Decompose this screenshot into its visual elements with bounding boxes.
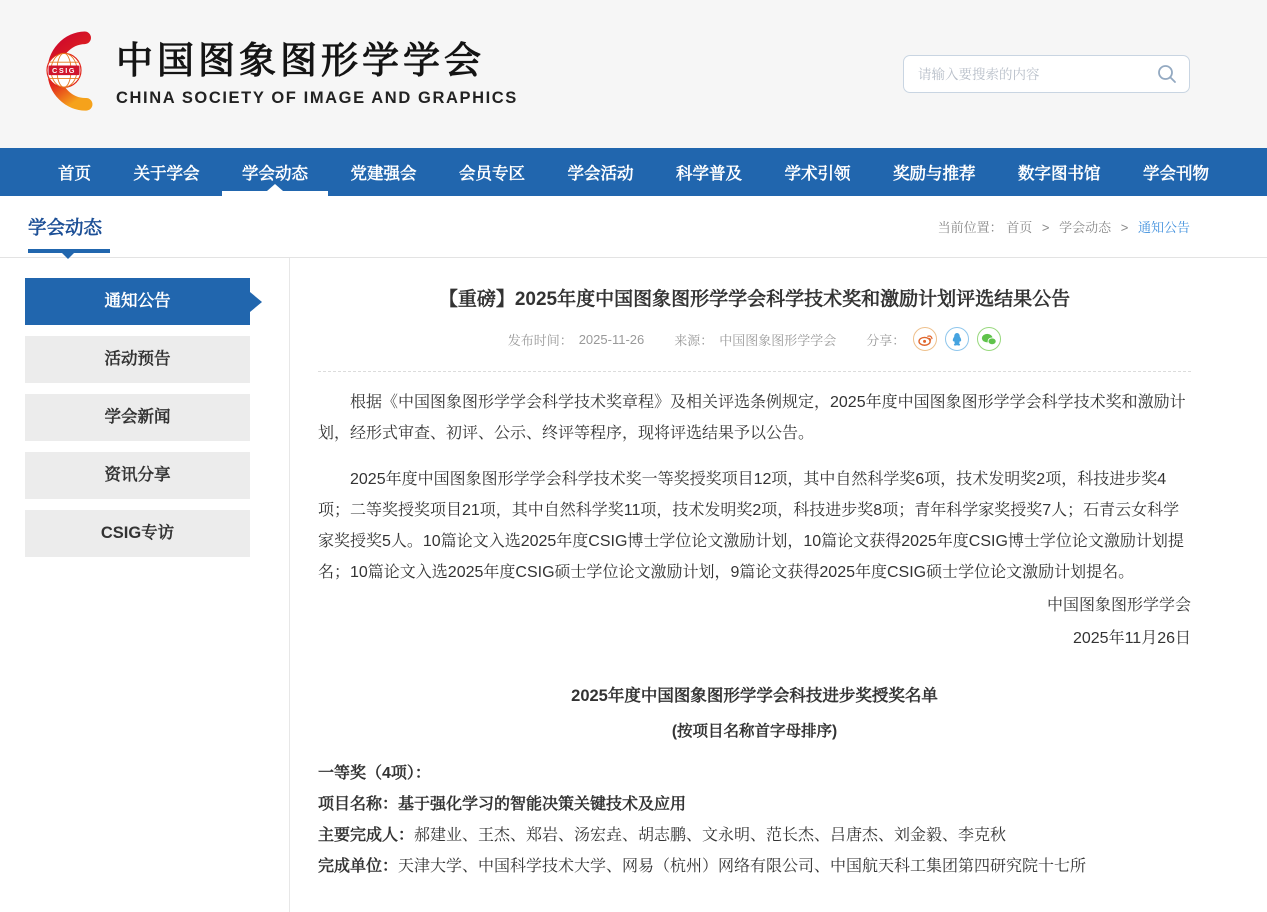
csig-logo-icon: [30, 24, 98, 124]
first-prize-heading: 一等奖（4项）：: [318, 765, 431, 782]
nav-item-academic[interactable]: 学术引领: [784, 165, 851, 183]
nav-item-party[interactable]: 党建强会: [350, 165, 417, 183]
meta-divider: [318, 371, 1191, 372]
nav-item-awards[interactable]: 奖励与推荐: [893, 165, 976, 183]
award-list-subheading: (按项目名称首字母排序): [671, 723, 838, 740]
nav-item-home[interactable]: 首页: [58, 165, 91, 183]
award-list-heading: 2025年度中国图象图形学学会科技进步奖授奖名单: [571, 687, 938, 705]
qq-icon[interactable]: [945, 327, 969, 351]
section-bar: [0, 196, 1267, 258]
nav-item-news[interactable]: 学会动态: [236, 148, 314, 196]
publish-time-value: 2025-11-26: [578, 331, 645, 347]
share-icons: [913, 327, 1001, 351]
signature-date: 2025年11月26日: [1072, 630, 1191, 647]
publish-time-label: 发布时间：: [507, 332, 573, 348]
project-units-line: [318, 851, 1191, 882]
nav-item-publications[interactable]: 学会刊物: [1143, 165, 1209, 183]
sidebar-item-society-news[interactable]: 学会新闻: [25, 394, 250, 441]
site-header: [0, 0, 1267, 148]
breadcrumb-news[interactable]: 学会动态: [1059, 220, 1112, 235]
page-title: 学会动态: [28, 214, 102, 240]
project-units-value: 天津大学、中国科学技术大学、网易（杭州）网络有限公司、中国航天科工集团第四研究院十七所: [398, 858, 1087, 875]
breadcrumb-separator: >: [1041, 220, 1050, 235]
sidebar-item-notices[interactable]: 通知公告: [25, 278, 250, 325]
logo-badge-text: CSIG: [52, 65, 76, 75]
logo-title-cn: 中国图象图形学学会: [116, 40, 485, 82]
wechat-icon[interactable]: [977, 327, 1001, 351]
breadcrumb-home[interactable]: 首页: [1006, 220, 1033, 235]
sidebar-item-info-share[interactable]: 资讯分享: [25, 452, 250, 499]
article: [290, 258, 1267, 912]
main-nav: [0, 148, 1267, 196]
logo[interactable]: [30, 24, 518, 124]
article-title: 【重磅】2025年度中国图象图形学学会科学技术奖和激励计划评选结果公告: [438, 289, 1071, 310]
signature-society: 中国图象图形学学会: [1046, 597, 1191, 614]
project-members-label: 主要完成人：: [318, 827, 415, 844]
project-name-label: 项目名称：: [318, 796, 399, 813]
logo-text: [116, 40, 518, 108]
project-name-value: 基于强化学习的智能决策关键技术及应用: [398, 796, 687, 813]
nav-item-members[interactable]: 会员专区: [459, 165, 525, 183]
breadcrumb-prefix: 当前位置：: [937, 220, 1003, 235]
source-label: 来源：: [674, 332, 714, 348]
project-members-value: 郝建业、王杰、郑岩、汤宏垚、胡志鹏、文永明、范长杰、吕唐杰、刘金毅、李克秋: [414, 827, 1007, 844]
source-value: 中国图象图形学学会: [719, 332, 837, 348]
search-icon[interactable]: [1156, 63, 1178, 85]
content: [0, 258, 1267, 912]
breadcrumb: [938, 217, 1190, 236]
article-meta: [318, 327, 1191, 351]
breadcrumb-separator: >: [1120, 220, 1129, 235]
nav-item-activities[interactable]: 学会活动: [567, 165, 634, 183]
article-paragraph: 2025年度中国图象图形学学会科学技术奖一等奖授奖项目12项，其中自然科学奖6项，技术发明奖2项，科技进步奖4项；二等奖授奖项目21项，其中自然科学奖11项，技术发明奖2项，科技进步奖8项；青年科学家奖授奖7人；石青云女科学家奖授奖5人。10篇论文入选2025年度CSIG博士学位论文激励计划，10篇论文获得2025年度CSIG博士学位论文激励计划提名；10篇论文入选2025年度CSIG硕士学位论文激励计划，9篇论文获得2025年度CSIG硕士学位论文激励计划提名。: [318, 471, 1184, 581]
nav-item-about[interactable]: 关于学会: [133, 165, 200, 183]
project-members-line: [318, 820, 1191, 851]
search-box: [903, 55, 1190, 93]
sidebar-item-events[interactable]: 活动预告: [25, 336, 250, 383]
article-paragraph: 根据《中国图象图形学学会科学技术奖章程》及相关评选条例规定，2025年度中国图象图形学学会科学技术奖和激励计划，经形式审查、初评、公示、终评等程序，现将评选结果予以公告。: [318, 394, 1186, 442]
sidebar: [0, 258, 290, 912]
sidebar-item-csig-interview[interactable]: CSIG专访: [25, 510, 250, 557]
project-name-line: [318, 789, 1191, 820]
breadcrumb-notices[interactable]: 通知公告: [1137, 220, 1190, 235]
nav-item-popular-science[interactable]: 科学普及: [676, 165, 742, 183]
search-input[interactable]: [903, 55, 1190, 93]
nav-item-library[interactable]: 数字图书馆: [1018, 165, 1101, 183]
weibo-icon[interactable]: [913, 327, 937, 351]
logo-title-en: CHINA SOCIETY OF IMAGE AND GRAPHICS: [116, 88, 518, 107]
project-units-label: 完成单位：: [318, 858, 399, 875]
share-label: 分享：: [866, 332, 906, 348]
